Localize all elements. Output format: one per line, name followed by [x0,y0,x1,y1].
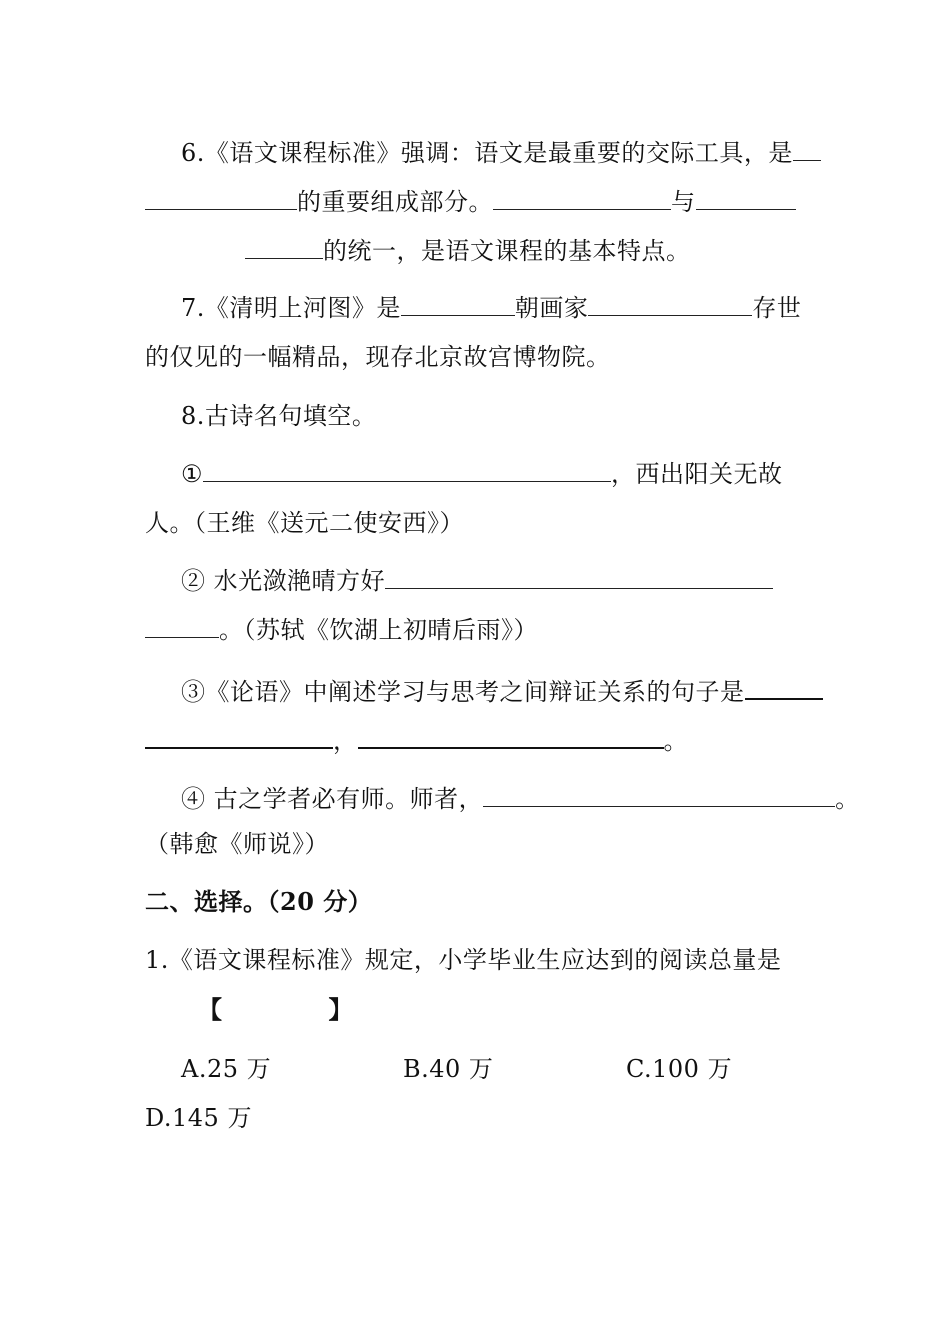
q8-item1-blank[interactable] [203,459,611,482]
q8-item3-line1 [181,676,823,707]
q6-blank-3-cont[interactable] [245,236,323,259]
q8-item2-line2 [145,615,538,645]
q8-item1-marker: ① [181,460,204,488]
q8-item1-source: 人。（王维《送元二使安西》） [145,509,464,537]
q8-item3-blank-2[interactable] [358,725,664,749]
q8-item4-source: （韩愈《师说》） [145,830,329,858]
q8-item4-blank[interactable] [483,784,835,807]
q6-text-2: 的重要组成部分。 [297,188,493,216]
q8-item1-line1 [181,459,783,489]
q7-line2 [145,342,611,372]
q6-blank-2[interactable] [493,187,671,210]
option-c-label: C.100 万 [626,1055,733,1083]
bracket-close: 】 [328,995,353,1024]
q7-blank-dynasty[interactable] [401,293,515,316]
q7-text-2: 朝画家 [514,294,589,322]
section-heading [145,887,372,917]
option-a-label: A.25 万 [181,1055,272,1083]
mc1-option-b[interactable] [403,1054,493,1084]
q8-title [181,401,376,431]
q6-line1 [181,138,821,168]
q8-item3-blank-1[interactable] [745,676,823,700]
q6-blank-1[interactable] [793,138,821,161]
q7-text-3: 存世 [752,294,802,322]
mc1-option-a[interactable] [181,1054,271,1084]
mc1-option-c[interactable] [626,1054,732,1084]
mc1-question [145,945,781,975]
q8-title-text: 8.古诗名句填空。 [181,402,377,430]
q6-text: 6.《语文课程标准》强调：语文是最重要的交际工具，是 [181,139,793,167]
section-heading-text: 二、选择。（20 分） [145,887,373,916]
q7-line1 [181,293,801,323]
q8-item2-blank[interactable] [385,566,773,589]
q8-item3-line2 [145,725,688,756]
q8-item1-line2 [145,508,464,538]
q8-item4-text: ④ 古之学者必有师。师者， [181,785,484,813]
q8-item3-comma: ， [333,727,358,755]
q8-item3-blank-1-cont[interactable] [145,725,333,749]
q6-text-3: 与 [671,188,696,216]
q8-item1-text: ，西出阳关无故 [611,460,783,488]
q8-item4-period: 。 [835,785,860,813]
bracket-open: 【 [198,995,223,1024]
q8-item2-line1 [181,566,773,596]
option-b-label: B.40 万 [403,1055,494,1083]
mc1-question-text: 1.《语文课程标准》规定，小学毕业生应达到的阅读总量是 [145,946,782,974]
q7-text-1: 7.《清明上河图》是 [181,294,401,322]
q7-text-4: 的仅见的一幅精品，现存北京故宫博物院。 [145,343,611,371]
q8-item2-source: 。（苏轼《饮湖上初晴后雨》） [219,616,538,644]
q8-item2-blank-cont[interactable] [145,615,219,638]
option-d-label: D.145 万 [145,1104,252,1132]
q6-line3 [245,236,691,266]
q8-item4-line1 [181,784,860,814]
q6-blank-3[interactable] [696,187,796,210]
q8-item3-period: 。 [663,727,688,755]
mc1-answer-bracket[interactable] [198,995,353,1025]
q7-blank-painter[interactable] [588,293,752,316]
q6-text-4: 的统一，是语文课程的基本特点。 [323,237,691,265]
q8-item4-line2 [145,829,329,859]
q6-line2 [145,187,796,217]
q6-blank-1-cont[interactable] [145,187,297,210]
q8-item3-text: ③《论语》中阐述学习与思考之间辩证关系的句子是 [181,678,745,706]
mc1-option-d[interactable] [145,1103,252,1133]
q8-item2-text: ② 水光潋滟晴方好 [181,567,386,595]
